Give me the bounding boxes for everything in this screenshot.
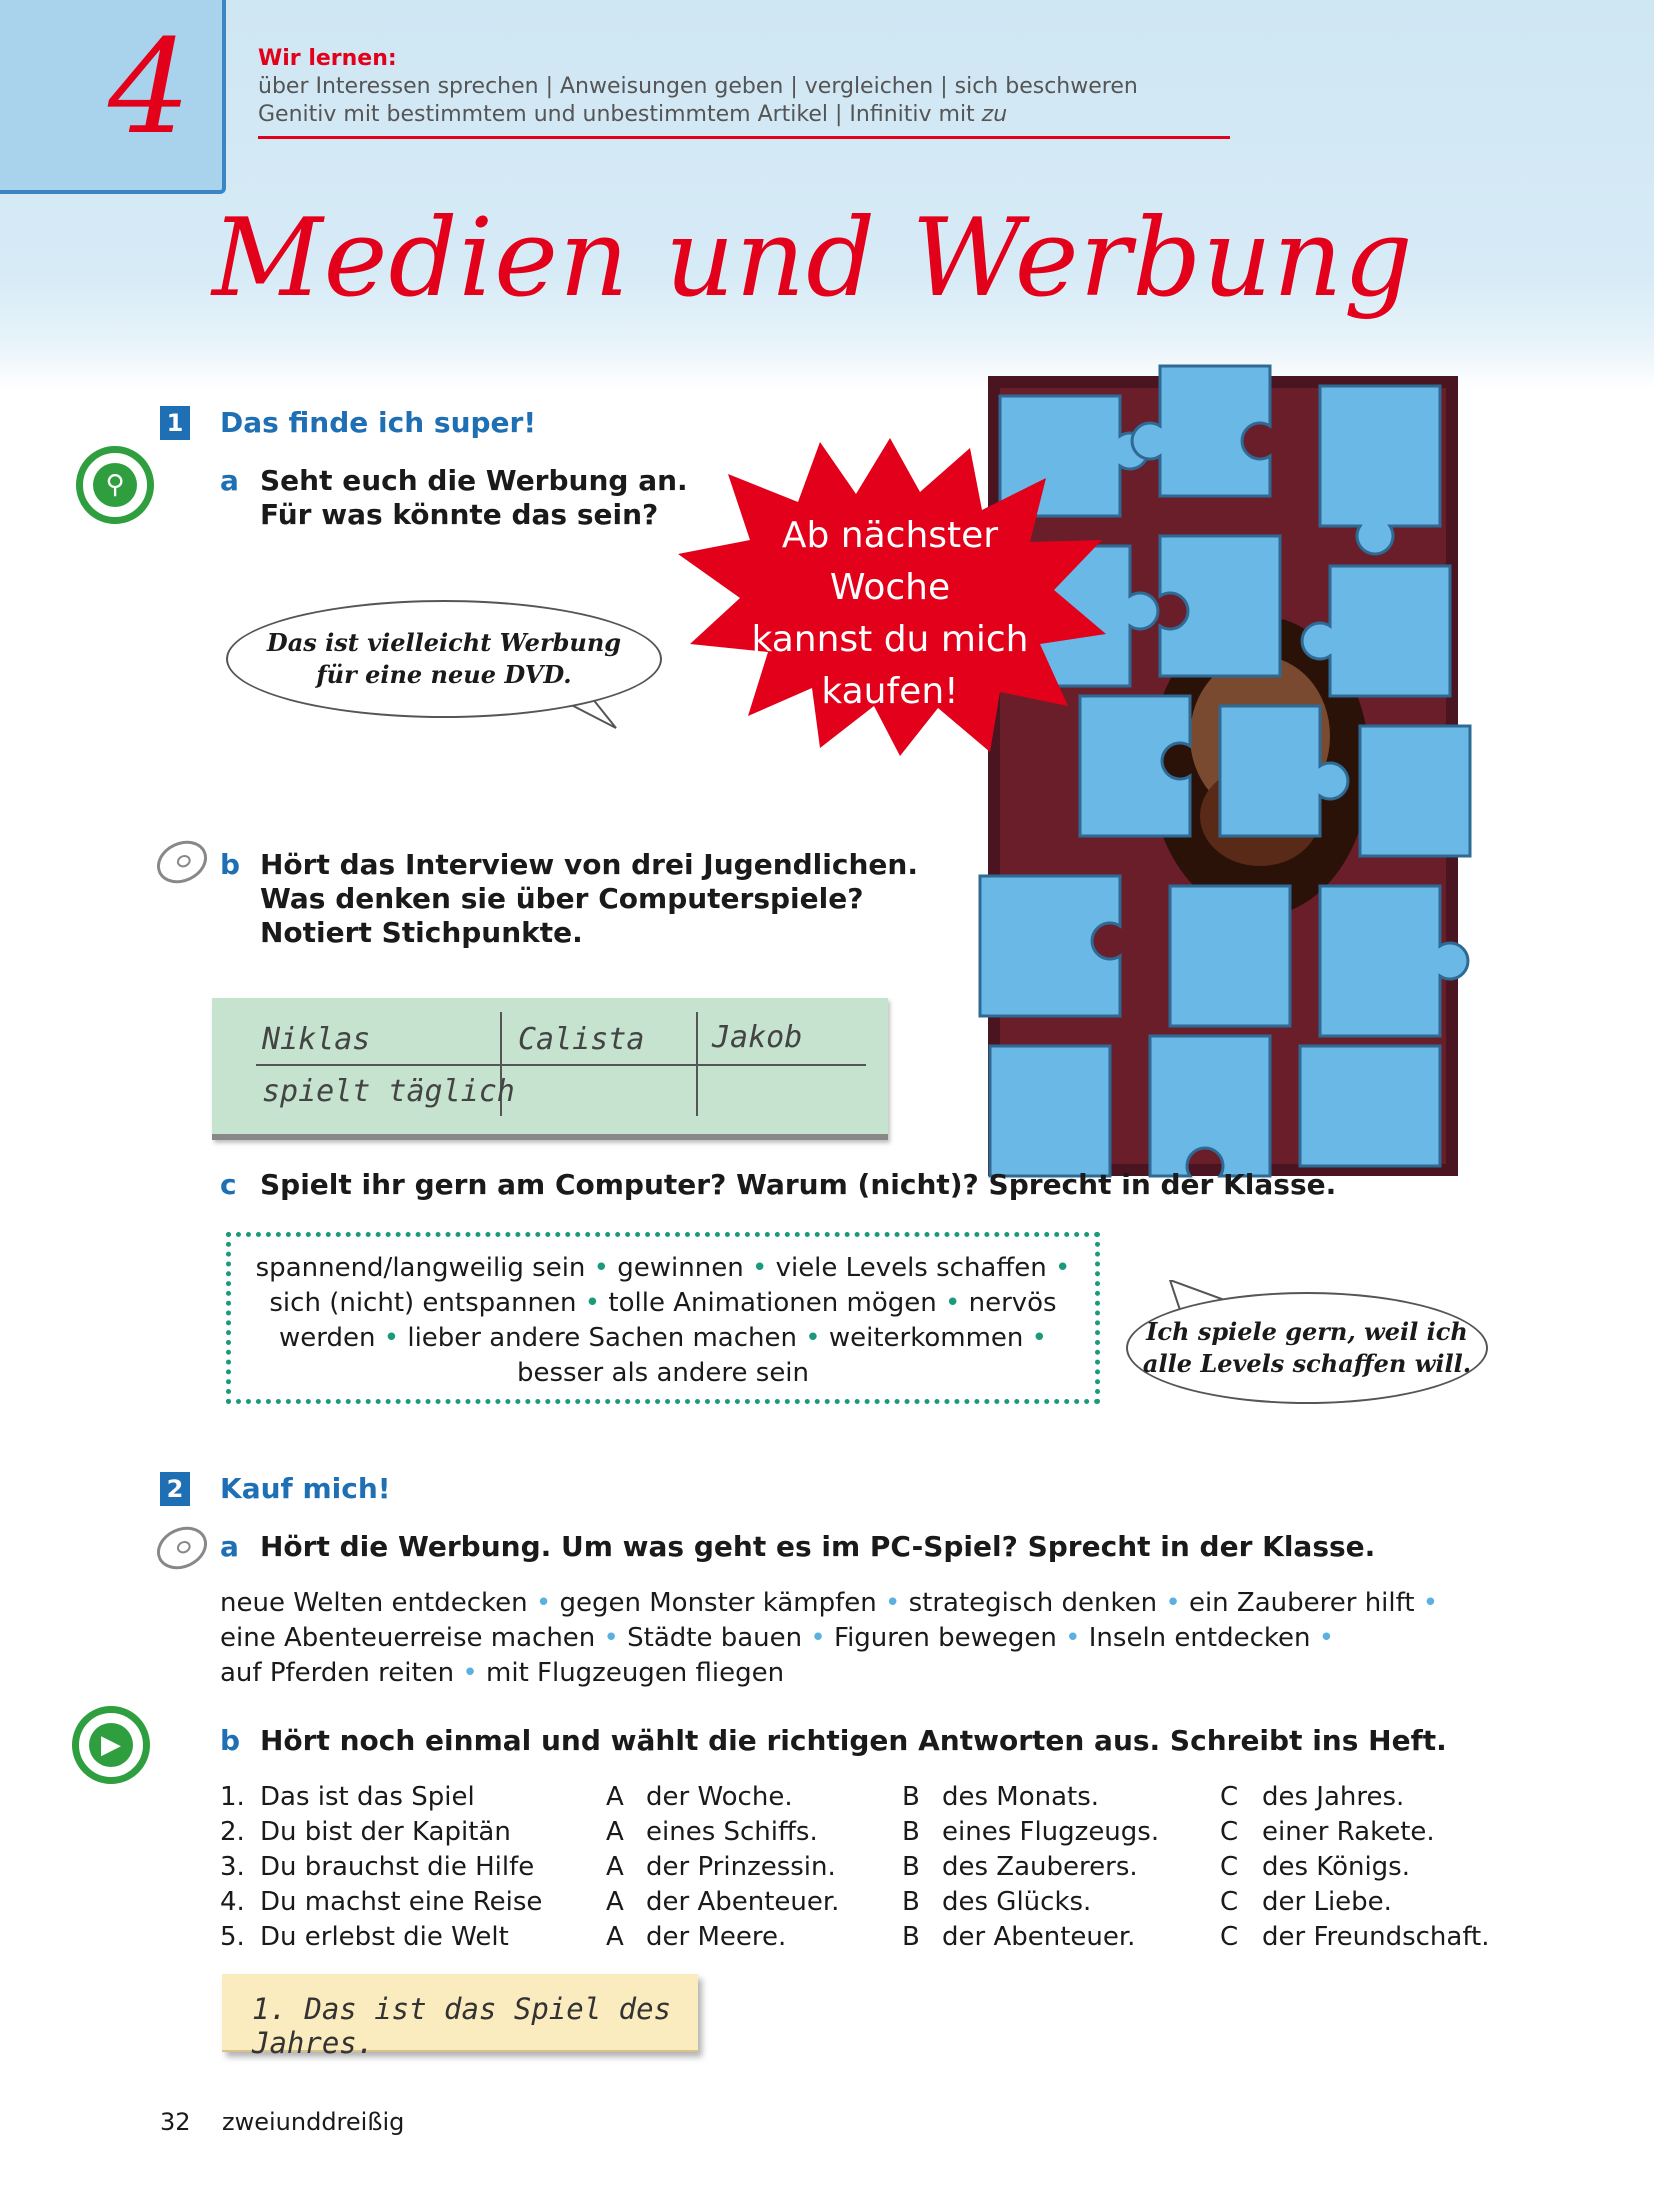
option-b-text: der Abenteuer. [942,1922,1136,1952]
option-c-letter: C [1220,1852,1239,1882]
question-text: Das ist das Spiel [260,1782,475,1812]
phrase-item: Inseln entdecken [1088,1623,1311,1653]
starburst-line-3: kannst du mich [751,619,1029,660]
word-box [226,1232,1100,1404]
task-1b-line-2: Was denken sie über Computerspiele? [260,882,864,915]
option-c-text: des Jahres. [1262,1782,1405,1812]
phrase-item: neue Welten entdecken [220,1588,528,1618]
chapter-number: 4 [108,11,191,163]
magnifier-icon: ⚲ [76,446,154,524]
phrase-line-1: neue Welten entdecken • gegen Monster kämpfen • strategisch denken • ein Zauberer hilft • [220,1588,1439,1618]
section-2-title: Kauf mich! [220,1472,391,1505]
question-number: 3. [220,1852,245,1882]
question-number: 1. [220,1782,245,1812]
notes-header-calista: Calista [518,1022,645,1057]
option-c-letter: C [1220,1922,1239,1952]
word-item: spannend/langweilig sein [255,1253,586,1283]
section-2-number: 2 [160,1472,190,1506]
option-c-text: einer Rakete. [1262,1817,1435,1847]
learn-line-2 [258,102,1007,127]
word-item: sich (nicht) entspannen [269,1288,577,1318]
task-1a-line-2: Für was könnte das sein? [260,498,659,531]
phrase-line-3: auf Pferden reiten • mit Flugzeugen fliegen [220,1658,785,1688]
option-c-letter: C [1220,1887,1239,1917]
option-b-letter: B [902,1782,920,1812]
option-c-text: der Freundschaft. [1262,1922,1490,1952]
word-box-line-1: spannend/langweilig sein • gewinnen • viele Levels schaffen • [255,1253,1071,1283]
task-1c-text: Spielt ihr gern am Computer? Warum (nicht)? Sprecht in der Klasse. [260,1168,1337,1201]
starburst-line-4: kaufen! [821,671,959,712]
word-box-line-2: sich (nicht) entspannen • tolle Animationen mögen • nervös [269,1288,1057,1318]
word-item: viele Levels schaffen [775,1253,1047,1283]
phrase-line-2: eine Abenteuerreise machen • Städte bauen • Figuren bewegen • Inseln entdecken • [220,1623,1335,1653]
task-1b-line-3: Notiert Stichpunkte. [260,916,583,949]
notes-table [212,998,888,1140]
notes-cell-niklas: spielt täglich [262,1074,515,1109]
option-c-text: der Liebe. [1262,1887,1392,1917]
learn-line-2-italic: zu [981,102,1008,127]
option-b-letter: B [902,1817,920,1847]
option-a-letter: A [606,1852,624,1882]
option-b-letter: B [902,1922,920,1952]
speech-bubble-c-line-1: Ich spiele gern, weil ich [1146,1317,1468,1346]
phrase-item: Figuren bewegen [834,1623,1057,1653]
phrase-item: gegen Monster kämpfen [559,1588,877,1618]
example-answer-note [222,1974,698,2060]
speech-bubble-a-line-2: für eine neue DVD. [316,660,572,689]
section-1-title: Das finde ich super! [220,406,537,439]
phrase-item: Städte bauen [627,1623,803,1653]
option-a-letter: A [606,1817,624,1847]
task-1a-letter: a [220,464,239,497]
word-item: weiterkommen [828,1323,1024,1353]
task-2a-text: Hört die Werbung. Um was geht es im PC-Spiel? Sprecht in der Klasse. [260,1530,1376,1563]
speech-bubble-c [1126,1292,1488,1404]
video-camera-icon: ▶ [72,1706,150,1784]
option-c-text: des Königs. [1262,1852,1410,1882]
notes-header-jakob: Jakob [712,1020,803,1055]
word-item: lieber andere Sachen machen [407,1323,797,1353]
option-b-letter: B [902,1887,920,1917]
phrase-item: ein Zauberer hilft [1188,1588,1415,1618]
header-band [0,0,1654,390]
option-a-text: eines Schiffs. [646,1817,818,1847]
word-item: gewinnen [617,1253,744,1283]
question-number: 4. [220,1887,245,1917]
question-number: 2. [220,1817,245,1847]
phrase-item: auf Pferden reiten [220,1658,455,1688]
option-c-letter: C [1220,1782,1239,1812]
option-b-text: des Monats. [942,1782,1100,1812]
question-text: Du brauchst die Hilfe [260,1852,535,1882]
task-1b-line-1: Hört das Interview von drei Jugendlichen. [260,848,918,881]
task-1a-line-1: Seht euch die Werbung an. [260,464,688,497]
phrase-item: mit Flugzeugen fliegen [486,1658,785,1688]
page-title: Medien und Werbung [212,196,1414,321]
task-2a-letter: a [220,1530,239,1563]
starburst-line-2: Woche [829,567,951,608]
question-text: Du machst eine Reise [260,1887,543,1917]
question-number: 5. [220,1922,245,1952]
example-answer: 1. Das ist das Spiel des Jahres. [252,1992,672,2060]
option-a-letter: A [606,1887,624,1917]
word-box-line-3: werden • lieber andere Sachen machen • weiterkommen • [278,1323,1048,1353]
audio-cd-icon [150,1519,214,1577]
option-a-text: der Abenteuer. [646,1887,840,1917]
option-c-letter: C [1220,1817,1239,1847]
question-text: Du bist der Kapitän [260,1817,511,1847]
word-box-line-4: besser als andere sein [516,1358,810,1388]
starburst-text [732,510,1048,718]
section-1-number: 1 [160,406,190,440]
option-b-text: eines Flugzeugs. [942,1817,1160,1847]
word-item: tolle Animationen mögen [608,1288,937,1318]
option-b-letter: B [902,1852,920,1882]
option-b-text: des Zauberers. [942,1852,1138,1882]
starburst-line-1: Ab nächster [781,515,999,556]
phrase-list [220,1586,1438,1691]
learn-title: Wir lernen: [258,46,397,71]
notes-header-rule [256,1064,866,1066]
question-text: Du erlebst die Welt [260,1922,509,1952]
task-1a-text [260,464,688,532]
option-a-text: der Meere. [646,1922,787,1952]
phrase-item: eine Abenteuerreise machen [220,1623,596,1653]
option-a-letter: A [606,1922,624,1952]
option-a-text: der Woche. [646,1782,793,1812]
word-item: werden [278,1323,376,1353]
option-a-letter: A [606,1782,624,1812]
task-1b-letter: b [220,848,241,881]
task-1b-text [260,848,918,950]
notes-column-rule-2 [696,1012,698,1116]
speech-bubble-a-line-1: Das ist vielleicht Werbung [266,628,622,657]
option-a-text: der Prinzessin. [646,1852,836,1882]
learn-line-2-main: Genitiv mit bestimmtem und unbestimmtem Artikel | Infinitiv mit [258,102,982,127]
page-number: 32 [160,2108,191,2136]
task-2b-text: Hört noch einmal und wählt die richtigen Antworten aus. Schreibt ins Heft. [260,1724,1447,1757]
notes-header-niklas: Niklas [262,1022,371,1057]
header-rule [258,136,1230,139]
speech-bubble-a [226,600,662,718]
phrase-item: strategisch denken [908,1588,1158,1618]
word-item: nervös [968,1288,1057,1318]
audio-cd-icon [150,833,214,891]
option-b-text: des Glücks. [942,1887,1092,1917]
page-word: zweiunddreißig [222,2108,405,2136]
task-2b-letter: b [220,1724,241,1757]
learn-line-1: über Interessen sprechen | Anweisungen geben | vergleichen | sich beschweren [258,74,1138,99]
task-1c-letter: c [220,1168,237,1201]
speech-bubble-c-line-2: alle Levels schaffen will. [1142,1349,1472,1378]
